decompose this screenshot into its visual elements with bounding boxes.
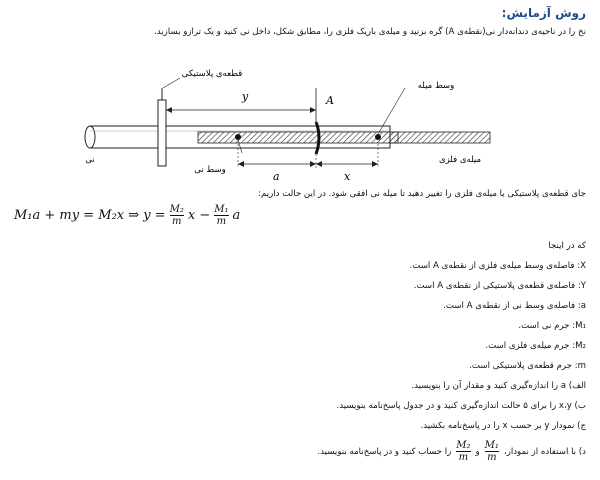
fraction-m2-m: $\frac{\text{M₂}}{m}$ — [169, 204, 184, 227]
equation-end: a — [232, 208, 241, 223]
definition-a: a: فاصله‌ی وسط نی از نقطه‌ی A است. — [443, 301, 586, 311]
question-be: ب) x،y را برای ۵ حالت اندازه‌گیری کنید و در جدول پاسخ‌نامه بنویسید. — [336, 401, 586, 411]
label-metal-rod: میله‌ی فلزی — [438, 155, 482, 165]
definition-m: m: جرم قطعه‌ی پلاستیکی است. — [469, 361, 586, 371]
rod-center-dot — [375, 134, 381, 140]
plastic-piece — [158, 100, 166, 166]
question-dal-and: و — [475, 446, 480, 457]
label-straw-center: وسط نی — [194, 165, 226, 175]
fraction-dal-m2-m: $\frac{\text{M₂}}{m}$ — [456, 440, 471, 463]
label-y: y — [242, 90, 249, 103]
definition-m1: M₁: جرم نی است. — [518, 321, 586, 331]
metal-rod-inside — [198, 132, 398, 143]
question-dal — [317, 440, 586, 463]
question-dal-post: را حساب کنید و در پاسخ‌نامه بنویسید. — [317, 446, 452, 457]
label-rod-center: وسط میله — [417, 81, 455, 91]
intro-paragraph: نخ را در ناحیه‌ی دندانه‌دار نی(نقطه‌ی A) گره بزنید و میله‌ی باریک فلزی را، مطابق شکل، داخل نی کنید و یک ترازو بسازید. — [154, 27, 586, 37]
balance-paragraph: جای قطعه‌ی پلاستیکی یا میله‌ی فلزی را تغییر دهید تا میله نی افقی شود. در این حالت داریم: — [258, 189, 586, 199]
label-plastic-piece: قطعه‌ی پلاستیکی — [181, 69, 243, 79]
equation-lhs: M₁a + my = M₂x ⇒ y = — [14, 208, 166, 223]
definition-m2: M₂: جرم میله‌ی فلزی است. — [485, 341, 586, 351]
question-jim: ج) نمودار y بر حسب x را در پاسخ‌نامه بکشید. — [420, 421, 586, 431]
definition-y: Y: فاصله‌ی قطعه‌ی پلاستیکی از نقطه‌ی A است. — [413, 281, 586, 291]
equation-mid: x − — [187, 208, 211, 223]
label-A: A — [326, 94, 334, 107]
where-label: که در اینجا — [548, 241, 586, 251]
definition-x: X: فاصله‌ی وسط میله‌ی فلزی از نقطه‌ی A است. — [409, 261, 586, 271]
equation — [14, 204, 240, 227]
label-x: x — [344, 170, 351, 183]
section-title: روش آزمایش: — [501, 6, 586, 20]
label-straw: نی — [85, 155, 95, 165]
question-dal-pre: د) با استفاده از نمودار، — [503, 446, 586, 457]
straw-center-dot — [235, 134, 241, 140]
fraction-dal-m1-m: $\frac{\text{M₁}}{m}$ — [484, 440, 499, 463]
metal-rod-outside — [390, 132, 490, 143]
question-alef: الف) a را اندازه‌گیری کنید و مقدار آن را بنویسید. — [411, 381, 586, 391]
fraction-m1-m: $\frac{\text{M₁}}{m}$ — [214, 204, 229, 227]
balance-diagram — [60, 58, 540, 188]
label-a: a — [273, 170, 280, 183]
